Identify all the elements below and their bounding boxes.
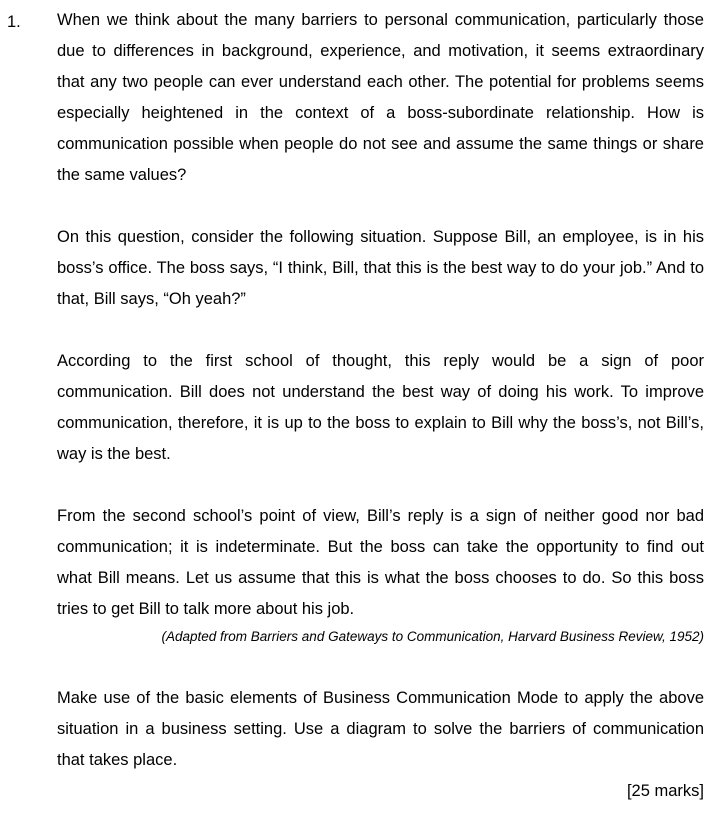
question-number: 1.	[7, 13, 21, 31]
question-body	[57, 5, 704, 807]
paragraph-second-school: From the second school’s point of view, Bill’s reply is a sign of neither good nor bad communication; it is indeterminate. But the boss can take the opportunity to find out what Bill means. Let us assume that this is what the boss chooses to do. So this boss tries to get Bill to talk more about his job.	[57, 507, 704, 618]
paragraph-first-school: According to the first school of thought, this reply would be a sign of poor communication. Bill does not understand the best way of doing his work. To improve communication, therefore, it is up to the boss to explain to Bill why the boss’s, not Bill’s, way is the best.	[57, 352, 704, 463]
paragraph-situation: On this question, consider the following situation. Suppose Bill, an employee, is in his boss’s office. The boss says, “I think, Bill, that this is the best way to do your job.” And to that, Bill says, “Oh yeah?”	[57, 228, 704, 308]
source-citation: (Adapted from Barriers and Gateways to Communication, Harvard Business Review, 1952)	[161, 629, 704, 644]
marks-allocation: [25 marks]	[626, 782, 704, 800]
paragraph-intro: When we think about the many barriers to personal communication, particularly those due to differences in background, experience, and motivation, it seems extraordinary that any two people can ever understand each other. The potential for problems seems especially heightened in the context of a boss-subordinate relationship. How is communication possible when people do not see and assume the same things or share the same values?	[57, 11, 704, 184]
task-instruction: Make use of the basic elements of Business Communication Mode to apply the above situation in a business setting. Use a diagram to solve the barriers of communication that takes place.	[57, 689, 704, 769]
